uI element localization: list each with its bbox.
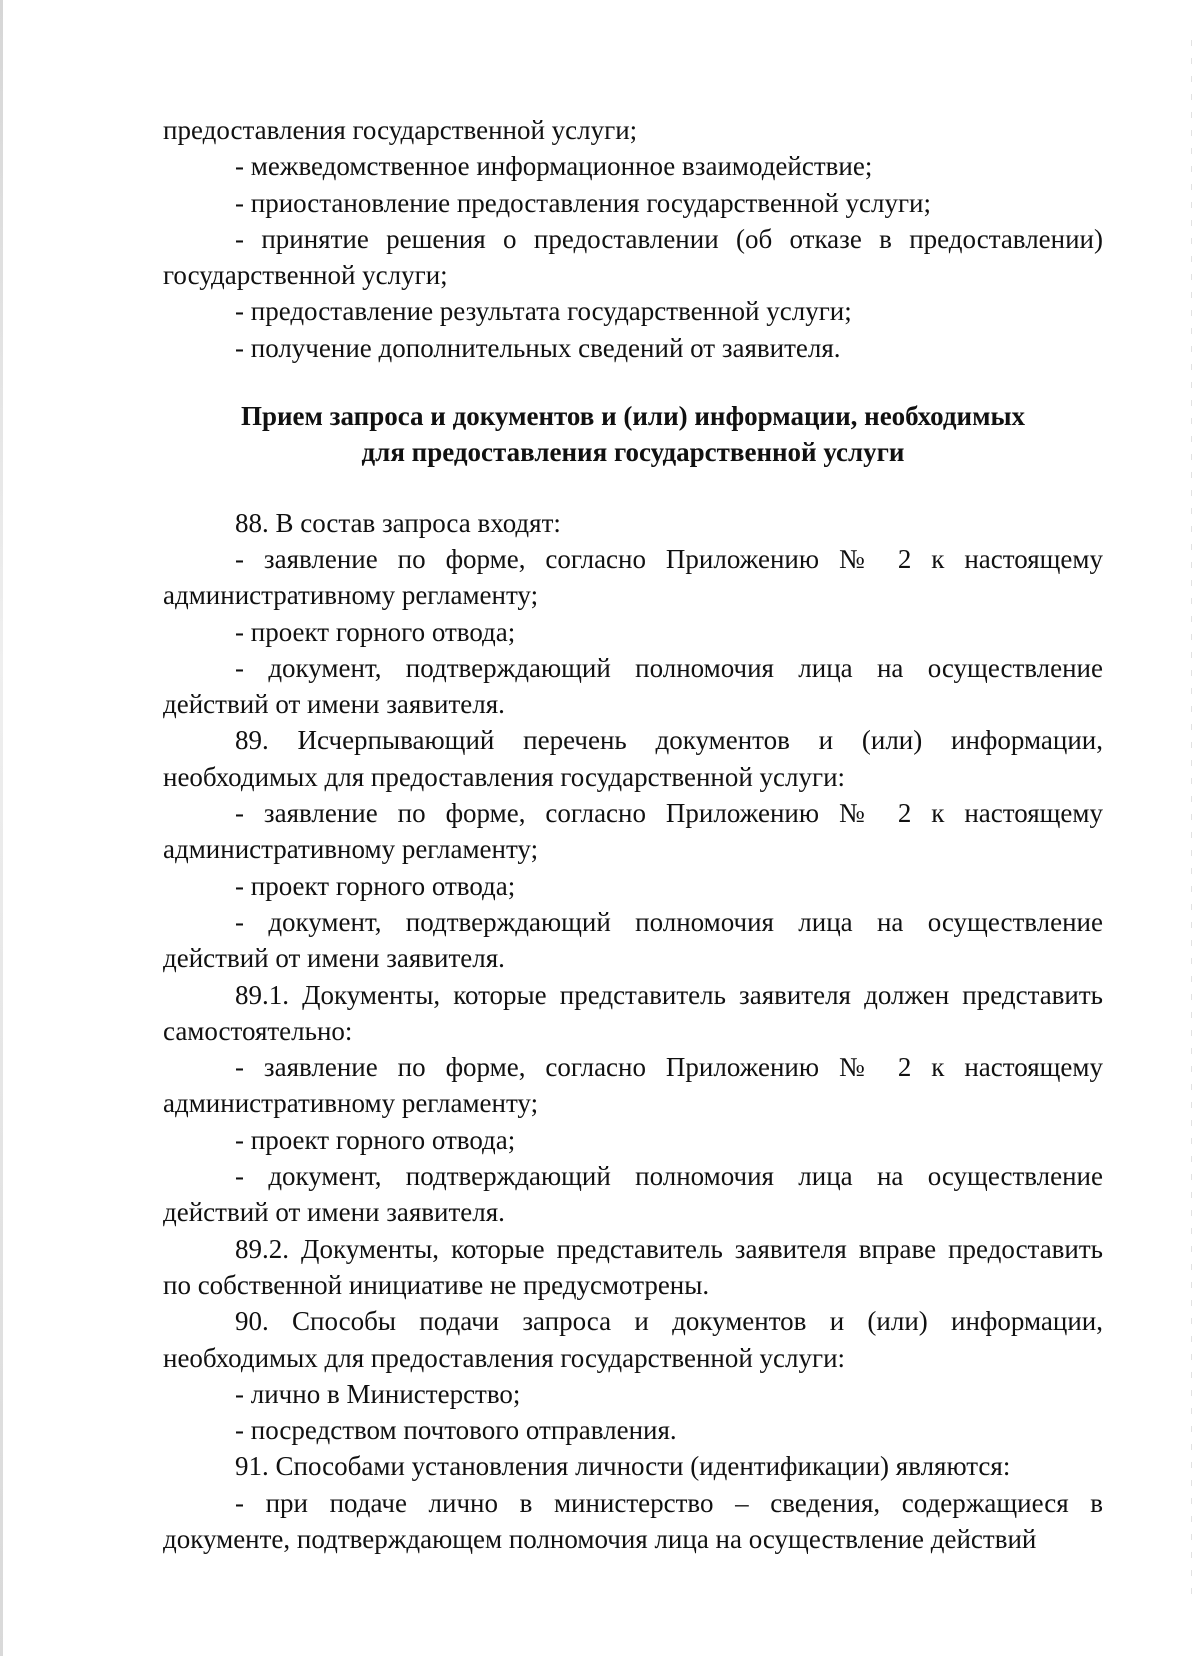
body-paragraph: - документ, подтверждающий полномочия лица на осуществление действий от имени заявителя.	[163, 652, 1103, 720]
document-text	[163, 112, 1103, 1557]
intro-paragraph: - межведомственное информационное взаимодействие;	[235, 151, 873, 182]
body-paragraph: - документ, подтверждающий полномочия лица на осуществление действий от имени заявителя.	[163, 1161, 1103, 1228]
section-heading-line2: для предоставления государственной услуги	[361, 437, 905, 468]
intro-paragraph: - принятие решения о предоставлении (об отказе в предоставлении) государственной услуги;	[163, 223, 1103, 291]
body-paragraph: - документ, подтверждающий полномочия лица на осуществление действий от имени заявителя.	[163, 906, 1103, 974]
body-paragraph: - заявление по форме, согласно Приложению № 2 к настоящему административному регламенту;	[163, 1052, 1103, 1119]
body-paragraph: 91. Способами установления личности (идентификации) являются:	[235, 1451, 1011, 1482]
body-paragraph: 89. Исчерпывающий перечень документов и (или) информации, необходимых для предоставления государственной услуги:	[163, 725, 1103, 792]
intro-paragraph: предоставления государственной услуги;	[163, 115, 638, 145]
body-paragraph: 88. В состав запроса входят:	[235, 507, 561, 538]
section-heading	[163, 398, 1103, 471]
body-paragraph: - проект горного отвода;	[235, 1124, 516, 1155]
scan-edge-right	[1191, 40, 1192, 1600]
body-paragraph: - заявление по форме, согласно Приложению № 2 к настоящему административному регламенту;	[163, 798, 1103, 865]
body-paragraph: - посредством почтового отправления.	[235, 1415, 677, 1446]
body-paragraph: 90. Способы подачи запроса и документов и (или) информации, необходимых для предоставления государственной услуги:	[163, 1306, 1103, 1373]
body-paragraph: - проект горного отвода;	[235, 870, 516, 901]
body-paragraph: - лично в Министерство;	[235, 1378, 521, 1409]
intro-paragraph: - предоставление результата государственной услуги;	[235, 296, 852, 327]
body-paragraph: - заявление по форме, согласно Приложению № 2 к настоящему административному регламенту;	[163, 543, 1103, 611]
body-paragraph: - при подаче лично в министерство – сведения, содержащиеся в документе, подтверждающем полномочия лица на осуществление действий	[163, 1487, 1103, 1554]
body-paragraph: 89.1. Документы, которые представитель заявителя должен представить самостоятельно:	[163, 979, 1103, 1046]
body-paragraph: - проект горного отвода;	[235, 616, 516, 647]
section-heading-line1: Прием запроса и документов и (или) информации, необходимых	[240, 401, 1026, 432]
body-paragraph: 89.2. Документы, которые представитель заявителя вправе предоставить по собственной инициативе не предусмотрены.	[163, 1233, 1103, 1300]
intro-paragraph: - приостановление предоставления государственной услуги;	[235, 187, 932, 218]
intro-paragraph: - получение дополнительных сведений от заявителя.	[235, 332, 841, 363]
scan-edge-left	[0, 0, 3, 1656]
